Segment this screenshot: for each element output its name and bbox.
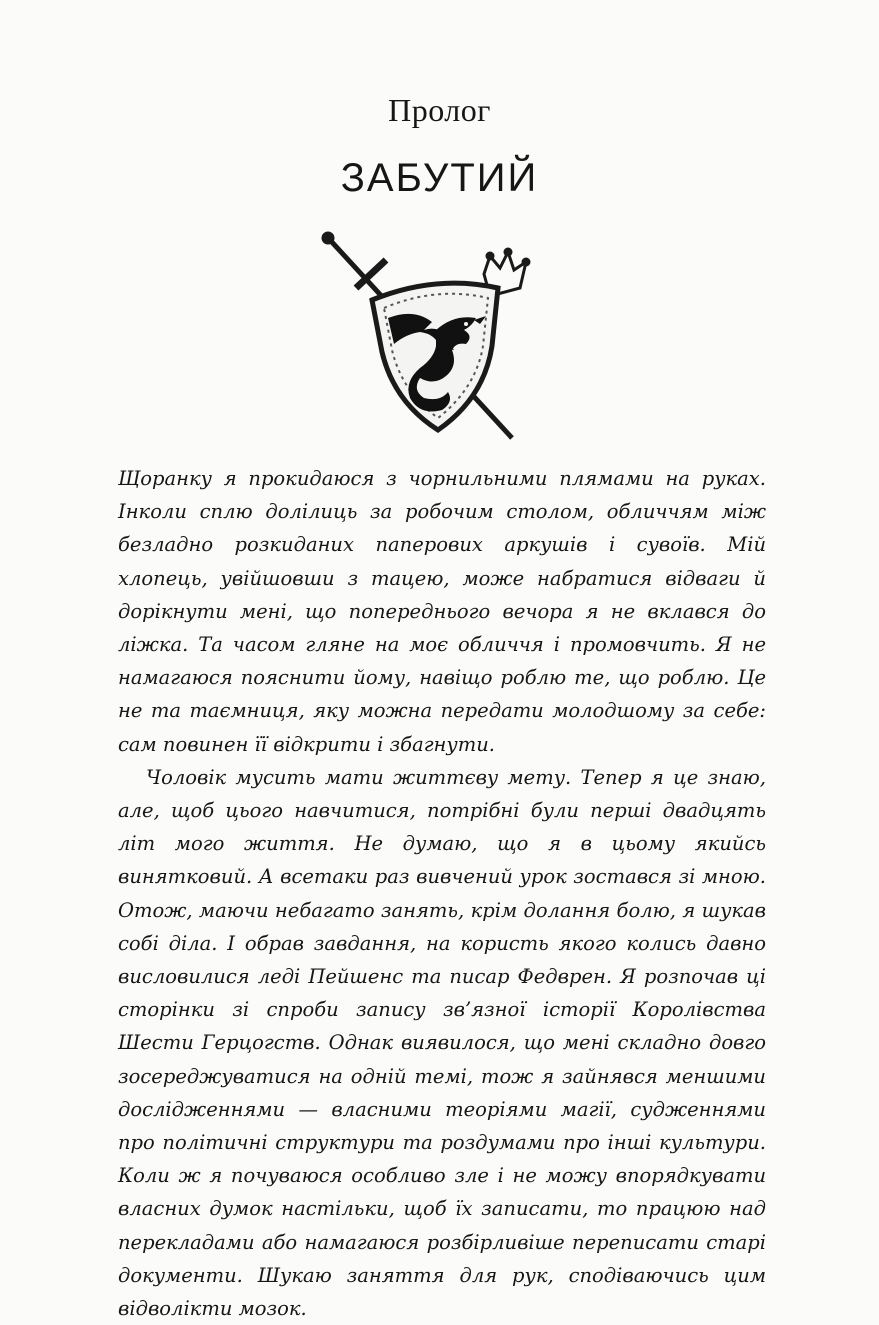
chapter-title: ЗАБУТИЙ xyxy=(340,156,539,200)
paragraph: Щоранку я прокидаюся з чорнильними плямами на руках. Інколи сплю долілиць за робочим столом, обличчям між безладно розкиданих паперових аркушів і сувоїв. Мій хлопець, увійшовши з тацею, може набратися відваги й дорікнути мені, що попереднього вечора я не вклався до ліжка. Та часом гляне на моє обличчя і промовчить. Я не намагаюся пояснити йому, навіщо роблю те, що роблю. Це не та таємниця, яку можна передати молодшому за себе: сам повинен її відкрити і збагнути. xyxy=(118,467,766,756)
chapter-label: Пролог xyxy=(388,92,491,128)
paragraph: Чоловік мусить мати життєву мету. Тепер я це знаю, але, щоб цього навчитися, потрібні були перші двадцять літ мого життя. Не думаю, що я в цьому якийсь винятковий. А всетаки раз вивчений урок зостався зі мною. Отож, маючи небагато занять, крім долання болю, я шукав собі діла. І обрав завдання, на користь якого колись давно висловилися леді Пейшенс та писар Федврен. Я розпочав ці сторінки зі спроби запису зв’язної історії Королівства Шести Герцогств. Однак виявилося, що мені складно довго зосереджуватися на одній темі, тож я зайнявся меншими дослідженнями — власними теоріями магії, судженнями про політичні структури та роздумами про інші культури. Коли ж я почуваюся особливо зле і не можу впорядкувати власних думок настільки, щоб їх записати, то працюю над перекладами або намагаюся розбірливіше переписати старі документи. Шукаю заняття для рук, сподіваючись цим відволікти мозок. xyxy=(118,765,766,1321)
shield-dragon-sword-crown-icon xyxy=(316,226,546,446)
body-text xyxy=(118,462,766,1325)
